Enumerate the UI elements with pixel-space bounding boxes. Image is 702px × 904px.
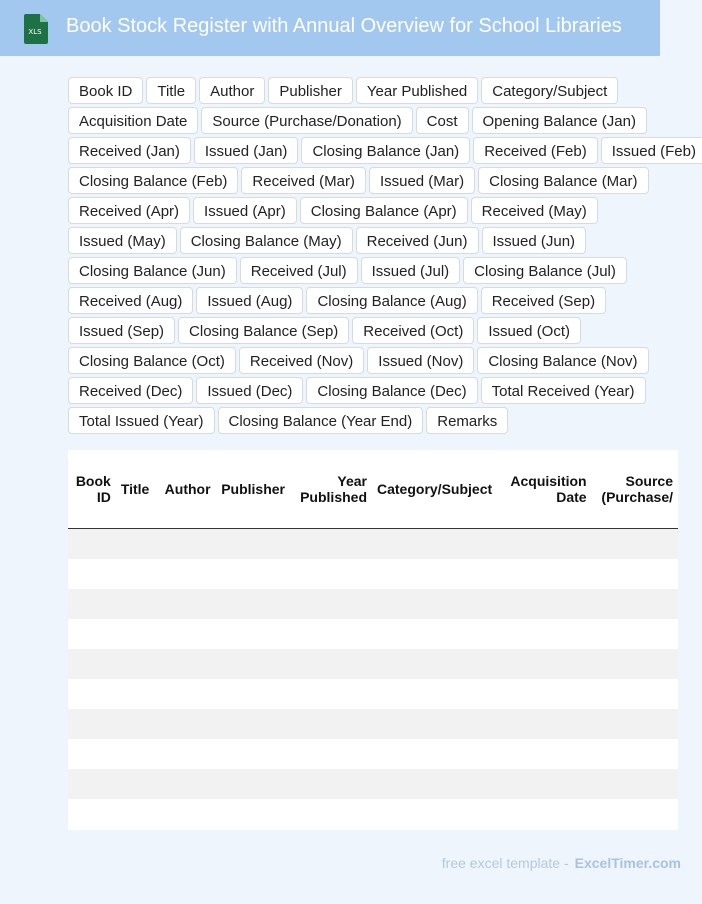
field-chip: Received (Sep) <box>481 287 606 314</box>
field-chip: Closing Balance (Jul) <box>463 257 627 284</box>
field-chip: Issued (Jan) <box>194 137 299 164</box>
table-cell[interactable] <box>290 528 372 559</box>
table-cell[interactable] <box>160 769 217 799</box>
field-chip: Publisher <box>268 77 353 104</box>
table-row <box>68 769 678 799</box>
table-cell[interactable] <box>290 709 372 739</box>
table-cell[interactable] <box>592 679 678 709</box>
table-row <box>68 739 678 769</box>
table-cell[interactable] <box>290 619 372 649</box>
table-cell[interactable] <box>116 799 160 829</box>
field-chip: Issued (Aug) <box>196 287 303 314</box>
table-cell[interactable] <box>160 589 217 619</box>
table-cell[interactable] <box>499 619 591 649</box>
field-chip: Acquisition Date <box>68 107 198 134</box>
excel-file-icon <box>24 14 48 44</box>
table-cell[interactable] <box>290 739 372 769</box>
table-cell[interactable] <box>592 589 678 619</box>
table-cell[interactable] <box>116 528 160 559</box>
table-cell[interactable] <box>592 528 678 559</box>
table-cell[interactable] <box>160 679 217 709</box>
table-cell[interactable] <box>116 559 160 589</box>
column-header: Book ID <box>68 450 116 528</box>
table-cell[interactable] <box>499 559 591 589</box>
field-chip: Issued (Jun) <box>482 227 587 254</box>
table-cell[interactable] <box>290 679 372 709</box>
column-header: Source (Purchase/ <box>592 450 678 528</box>
footer-text: free excel template - <box>441 855 569 871</box>
field-chip: Closing Balance (Dec) <box>306 377 477 404</box>
column-header: Title <box>116 450 160 528</box>
field-chip: Received (Oct) <box>352 317 474 344</box>
column-header: Year Published <box>290 450 372 528</box>
table-cell[interactable] <box>160 619 217 649</box>
field-chip: Cost <box>416 107 469 134</box>
table-cell[interactable] <box>499 679 591 709</box>
table-cell[interactable] <box>68 559 116 589</box>
table-row <box>68 559 678 589</box>
field-chip: Closing Balance (May) <box>180 227 353 254</box>
table-cell[interactable] <box>290 589 372 619</box>
table-cell[interactable] <box>116 649 160 679</box>
table-cell[interactable] <box>372 649 499 679</box>
table-cell[interactable] <box>290 799 372 829</box>
table-cell[interactable] <box>68 709 116 739</box>
field-chip: Received (Jan) <box>68 137 191 164</box>
field-chip: Closing Balance (Year End) <box>218 407 424 434</box>
table-cell[interactable] <box>372 709 499 739</box>
table-cell[interactable] <box>290 769 372 799</box>
table-cell[interactable] <box>160 528 217 559</box>
table-cell[interactable] <box>116 739 160 769</box>
table-cell[interactable] <box>592 619 678 649</box>
table-cell[interactable] <box>372 739 499 769</box>
table-cell[interactable] <box>68 769 116 799</box>
field-chip: Book ID <box>68 77 143 104</box>
field-chip: Received (Aug) <box>68 287 193 314</box>
table-cell[interactable] <box>499 739 591 769</box>
table-cell[interactable] <box>116 769 160 799</box>
footer <box>442 855 681 871</box>
table-cell[interactable] <box>592 799 678 829</box>
table-cell[interactable] <box>160 649 217 679</box>
table-cell[interactable] <box>216 739 290 769</box>
field-chip: Closing Balance (Sep) <box>178 317 349 344</box>
field-chip: Issued (Apr) <box>193 197 297 224</box>
table-cell[interactable] <box>216 589 290 619</box>
table-cell[interactable] <box>216 619 290 649</box>
table-row <box>68 589 678 619</box>
page-title: Book Stock Register with Annual Overview for School Libraries <box>66 15 622 37</box>
title-bar <box>0 0 660 56</box>
table-row <box>68 799 678 829</box>
table-cell[interactable] <box>216 649 290 679</box>
table-cell[interactable] <box>592 649 678 679</box>
table-cell[interactable] <box>216 528 290 559</box>
table-cell[interactable] <box>216 709 290 739</box>
field-chip: Issued (Oct) <box>477 317 581 344</box>
table-cell[interactable] <box>116 589 160 619</box>
table-cell[interactable] <box>68 619 116 649</box>
column-header: Author <box>160 450 217 528</box>
table-cell[interactable] <box>592 769 678 799</box>
field-chip: Author <box>199 77 265 104</box>
table-cell[interactable] <box>160 799 217 829</box>
table-cell[interactable] <box>68 589 116 619</box>
field-chip: Issued (Jul) <box>361 257 461 284</box>
table-cell[interactable] <box>372 799 499 829</box>
table-cell[interactable] <box>116 709 160 739</box>
field-chip: Issued (Mar) <box>369 167 475 194</box>
table-cell[interactable] <box>372 679 499 709</box>
table-row <box>68 709 678 739</box>
field-chip: Remarks <box>426 407 508 434</box>
field-chip: Total Issued (Year) <box>68 407 215 434</box>
field-chip: Received (Jul) <box>240 257 358 284</box>
table-cell[interactable] <box>372 528 499 559</box>
field-chip: Issued (Nov) <box>367 347 474 374</box>
table-cell[interactable] <box>68 679 116 709</box>
table-cell[interactable] <box>160 559 217 589</box>
field-chip: Closing Balance (Apr) <box>300 197 468 224</box>
table-cell[interactable] <box>160 739 217 769</box>
field-chip: Received (May) <box>471 197 598 224</box>
footer-brand-link[interactable]: ExcelTimer.com <box>574 855 681 871</box>
field-chip: Closing Balance (Feb) <box>68 167 238 194</box>
field-chip: Issued (May) <box>68 227 177 254</box>
field-chip: Total Received (Year) <box>481 377 646 404</box>
column-header: Category/Subject <box>372 450 499 528</box>
table-row <box>68 679 678 709</box>
table-cell[interactable] <box>372 619 499 649</box>
table-cell[interactable] <box>68 649 116 679</box>
field-chip: Received (Nov) <box>239 347 364 374</box>
field-chip: Closing Balance (Aug) <box>306 287 477 314</box>
table-cell[interactable] <box>372 589 499 619</box>
table-cell[interactable] <box>499 528 591 559</box>
column-header: Acquisition Date <box>499 450 591 528</box>
field-chip: Issued (Dec) <box>196 377 303 404</box>
table-cell[interactable] <box>499 709 591 739</box>
field-chip: Closing Balance (Nov) <box>477 347 648 374</box>
table-cell[interactable] <box>160 709 217 739</box>
field-chip: Received (Jun) <box>356 227 479 254</box>
field-chip: Closing Balance (Oct) <box>68 347 236 374</box>
table-cell[interactable] <box>592 559 678 589</box>
table-cell[interactable] <box>68 739 116 769</box>
table-cell[interactable] <box>116 679 160 709</box>
field-chip: Source (Purchase/Donation) <box>201 107 412 134</box>
table-cell[interactable] <box>216 769 290 799</box>
column-header: Publisher <box>216 450 290 528</box>
table-cell[interactable] <box>290 649 372 679</box>
table-cell[interactable] <box>68 528 116 559</box>
field-chip: Closing Balance (Jan) <box>301 137 470 164</box>
table-cell[interactable] <box>216 679 290 709</box>
table-row <box>68 619 678 649</box>
field-chip: Category/Subject <box>481 77 618 104</box>
table-row <box>68 649 678 679</box>
field-chip: Received (Dec) <box>68 377 193 404</box>
field-chip: Issued (Feb) <box>601 137 702 164</box>
table-cell[interactable] <box>116 619 160 649</box>
field-list <box>68 77 702 434</box>
field-chip: Received (Apr) <box>68 197 190 224</box>
icon-label: XLS <box>28 28 42 36</box>
table-cell[interactable] <box>499 799 591 829</box>
table-cell[interactable] <box>372 559 499 589</box>
field-chip: Opening Balance (Jan) <box>472 107 647 134</box>
table-cell[interactable] <box>592 709 678 739</box>
field-chip: Closing Balance (Jun) <box>68 257 237 284</box>
field-chip: Received (Mar) <box>241 167 366 194</box>
field-chip: Year Published <box>356 77 478 104</box>
table-cell[interactable] <box>216 799 290 829</box>
table-cell[interactable] <box>290 559 372 589</box>
field-chip: Received (Feb) <box>473 137 598 164</box>
register-table <box>68 450 678 830</box>
table-cell[interactable] <box>372 769 499 799</box>
table-cell[interactable] <box>68 799 116 829</box>
table-cell[interactable] <box>592 739 678 769</box>
field-chip: Closing Balance (Mar) <box>478 167 648 194</box>
field-chip: Title <box>146 77 196 104</box>
table-cell[interactable] <box>499 589 591 619</box>
table-cell[interactable] <box>499 649 591 679</box>
field-chip: Issued (Sep) <box>68 317 175 344</box>
table-cell[interactable] <box>216 559 290 589</box>
table-row <box>68 528 678 559</box>
table-cell[interactable] <box>499 769 591 799</box>
